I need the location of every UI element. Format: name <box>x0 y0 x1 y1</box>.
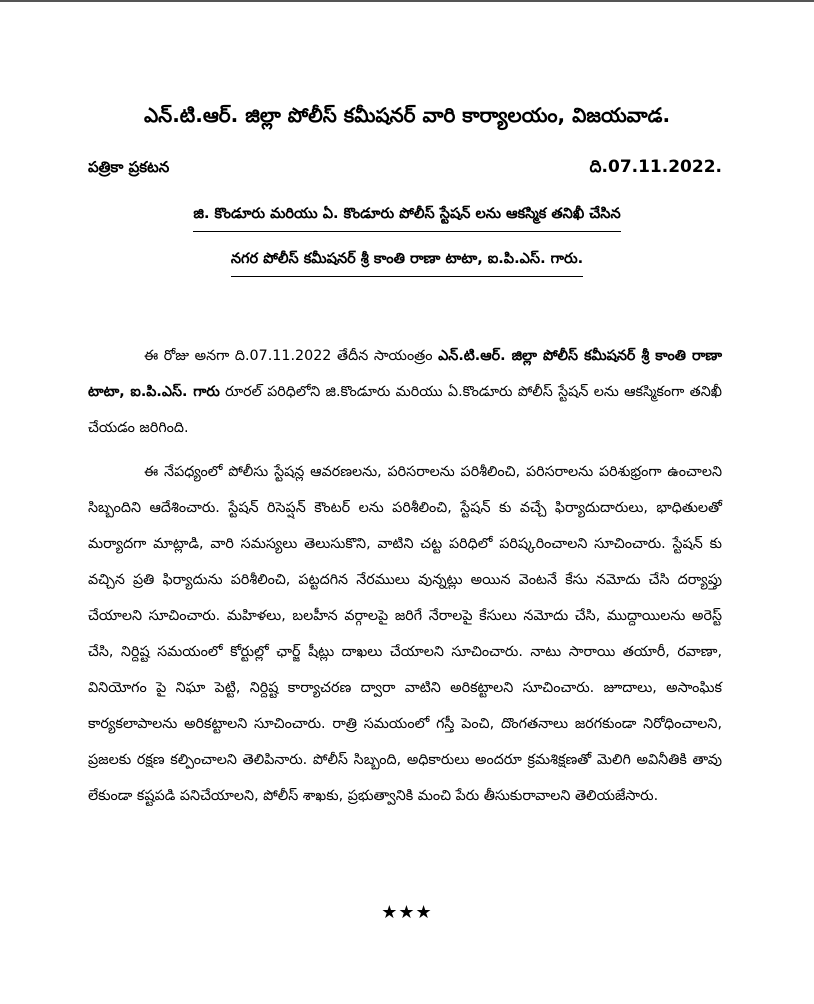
press-meta-row <box>88 152 722 182</box>
headline-line-2 <box>0 245 814 277</box>
paragraph-1 <box>88 338 722 446</box>
headline-line-2-text: నగర పోలీస్ కమీషనర్ శ్రీ కాంతి రాణా టాటా, ఐ.పి.ఎస్. గారు. <box>231 245 583 277</box>
end-of-release-stars: ★★★ <box>381 902 433 923</box>
paragraph-1-lead: ఈ రోజు అనగా ది.07.11.2022 తేదీన సాయంత్రం <box>144 348 439 364</box>
press-release-body <box>88 338 722 814</box>
release-date: ది.07.11.2022. <box>589 157 722 177</box>
press-release-label: పత్రికా ప్రకటన <box>88 158 170 176</box>
paragraph-1-commissioner-name: ఎన్.టి.ఆర్. జిల్లా పోలీస్ కమీషనర్ శ్రీ కాంతి రాణా టాటా, ఐ.పి.ఎస్. గారు <box>88 348 722 400</box>
paragraph-2: ఈ నేపధ్యంలో పోలీసు స్టేషన్ల ఆవరణలను, పరిసరాలను పరిశీలించి, పరిసరాలను పరిశుభ్రంగా ఉంచాలని సిబ్బందిని ఆదేశించారు. స్టేషన్ రిసెప్షన్ కౌంటర్ లను పరిశీలించి, స్టేషన్ కు వచ్చే ఫిర్యాదుదారులు, భాధితులతో మర్యాదగా మాట్లాడి, వారి సమస్యలు తెలుసుకొని, వాటిని చట్ట పరిధిలో పరిష్కరించాలని సూచించారు. స్టేషన్ కు వచ్చిన ప్రతి ఫిర్యాదును పరిశీలించి, పట్టదగిన నేరములు వున్నట్లు అయిన వెంటనే కేసు నమోదు చేసి దర్యాప్తు చేయాలని సూచించారు. మహిళలు, బలహీన వర్గాలపై జరిగే నేరాలపై కేసులు నమోదు చేసి, ముద్దాయిలను అరెస్ట్ చేసి, నిర్దిష్ట సమయంలో కోర్టుల్లో ఛార్జ్ షీట్లు దాఖలు చేయాలని సూచించారు. నాటు సారాయి తయారీ, రవాణా, వినియోగం పై నిఘా పెట్టి, నిర్దిష్ట కార్యాచరణ ద్వారా వాటిని అరికట్టాలని సూచించారు. జూదాలు, అసాంఘిక కార్యకలాపాలను అరికట్టాలని సూచించారు. రాత్రి సమయంలో గస్తీ పెంచి, దొంగతనాలు జరగకుండా నిరోధించాలని, ప్రజలకు రక్షణ కల్పించాలని తెలిపినారు. పోలీస్ సిబ్బంది, అధికారులు అందరూ క్రమశిక్షణతో మెలిగి అవినీతికి తావు లేకుండా కష్టపడి పనిచేయాలని, పోలీస్ శాఖకు, ప్రభుత్వానికి మంచి పేరు తీసుకురావాలని తెలియజేసారు. <box>88 464 722 804</box>
top-border-line <box>0 0 814 2</box>
headline-line-1 <box>0 200 814 232</box>
office-title: ఎన్.టి.ఆర్. జిల్లా పోలీస్ కమీషనర్ వారి కార్యాలయం, విజయవాడ. <box>143 103 671 127</box>
paragraph-1-rest: రూరల్ పరిధిలోని జి.కొండూరు మరియు ఏ.కొండూరు పోలీస్ స్టేషన్ లను ఆకస్మికంగా తనిఖీ చేయడం జరిగింది. <box>88 384 722 436</box>
headline-line-1-text: జి. కొండూరు మరియు ఏ. కొండూరు పోలీస్ స్టేషన్ లను ఆకస్మిక తనిఖీ చేసిన <box>193 200 620 232</box>
